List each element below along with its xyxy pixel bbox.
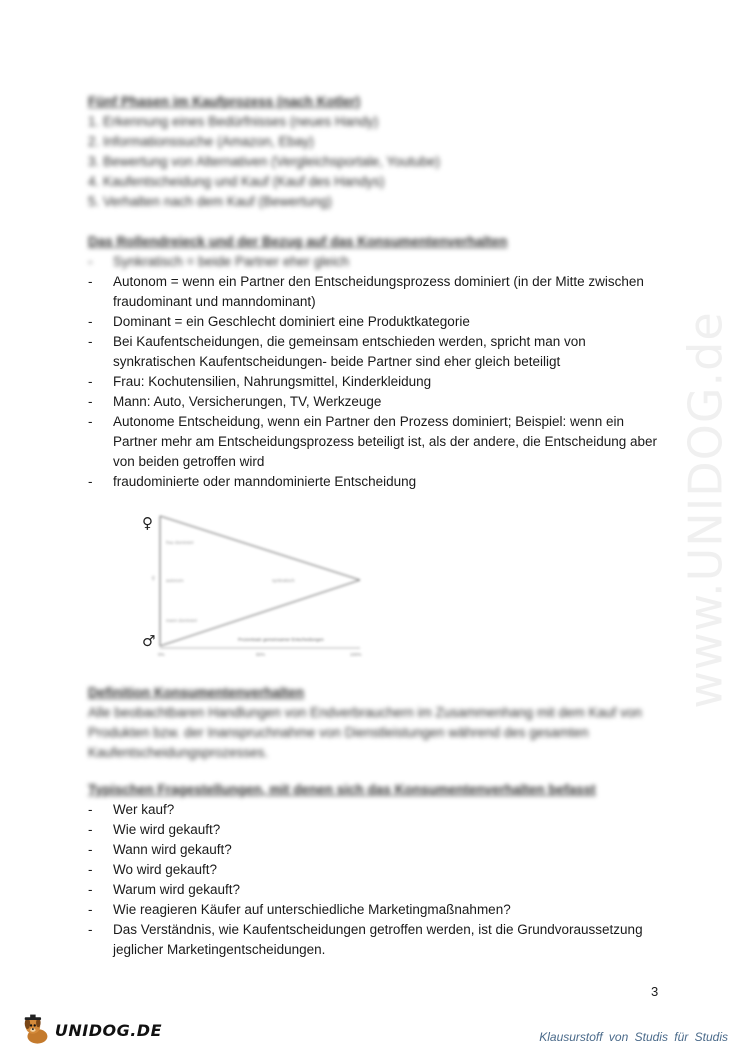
list-dash: - [88, 862, 93, 877]
phase-item: 3. Bewertung von Alternativen (Vergleichsportale, Youtube) [88, 154, 440, 169]
brand-name: UNIDOG.DE [54, 1020, 162, 1040]
list-dash: - [88, 374, 93, 389]
triangle-top-edge [160, 516, 360, 580]
list-item-text: Autonome Entscheidung, wenn ein Partner den Prozess dominiert; Beispiel: wenn ein Partner mehr am Entscheidungsprozess beteiligt ist, als der andere, die Entscheidung aber von beiden getroffen wird [113, 414, 658, 469]
list-item-text: Mann: Auto, Versicherungen, TV, Werkzeuge [113, 394, 382, 409]
unidog-logo[interactable] [22, 1012, 162, 1048]
footer-tagline: Klausurstoff von Studis für Studis [539, 1030, 728, 1044]
watermark-text: www.UNIDOG.de [679, 311, 733, 709]
tick-50: 50% [256, 652, 266, 657]
dog-mascot-icon [22, 1013, 53, 1047]
list-item [88, 800, 668, 820]
female-symbol-icon: ♀ [142, 514, 153, 532]
section-heading: Fünf Phasen im Kaufprozess (nach Kotler) [88, 94, 361, 109]
watermark [676, 285, 736, 735]
label-top: frau dominiert [166, 540, 194, 545]
list-item-text: Warum wird gekauft? [113, 882, 241, 897]
list-item [88, 252, 668, 272]
list-dash: - [88, 842, 93, 857]
list-item [88, 920, 668, 960]
list-dash: - [88, 334, 93, 349]
list-item-text: Wie wird gekauft? [113, 822, 221, 837]
role-triangle-diagram [138, 508, 388, 658]
phase-item: 1. Erkennung eines Bedürfnisses (neues Handy) [88, 114, 379, 129]
list-item [88, 880, 668, 900]
list-dash: - [88, 394, 93, 409]
list-dash: - [88, 902, 93, 917]
list-dash: - [88, 802, 93, 817]
list-dash: - [88, 474, 93, 489]
list-dash: - [88, 882, 93, 897]
list-dash: - [88, 314, 93, 329]
list-item [88, 272, 668, 312]
list-dash: - [88, 414, 93, 429]
list-item [88, 472, 668, 492]
list-item-text: Wie reagieren Käufer auf unterschiedliche Marketingmaßnahmen? [113, 902, 511, 917]
list-item [88, 392, 668, 412]
list-item [88, 372, 668, 392]
definition-line: Alle beobachtbaren Handlungen von Endverbrauchern im Zusammenhang mit dem Kauf von [88, 705, 642, 720]
list-item-text: Frau: Kochutensilien, Nahrungsmittel, Kinderkleidung [113, 374, 432, 389]
phase-item: 2. Informationssuche (Amazon, Ebay) [88, 134, 314, 149]
list-item [88, 840, 668, 860]
list-item-text: Synkratisch = beide Partner eher gleich [113, 254, 350, 269]
section-fragestellungen [88, 780, 668, 960]
list-item-text: Dominant = ein Geschlecht dominiert eine Produktkategorie [113, 314, 470, 329]
definition-line: Kaufentscheidungsprozesses. [88, 745, 269, 760]
list-dash: - [88, 822, 93, 837]
phase-item: 4. Kaufentscheidung und Kauf (Kauf des Handys) [88, 174, 385, 189]
label-bottom: mann dominiert [166, 618, 198, 623]
tick-100: 100% [350, 652, 362, 657]
list-item-text: Wann wird gekauft? [113, 842, 232, 857]
list-item-text: fraudominierte oder manndominierte Entscheidung [113, 474, 417, 489]
list-item-text: Das Verständnis, wie Kaufentscheidungen getroffen werden, ist die Grundvoraussetzung jeglicher Marketingentscheidungen. [113, 922, 643, 957]
definition-line: Produkten bzw. der Inanspruchnahme von Dienstleistungen während des gesamten [88, 725, 589, 740]
section-definition [88, 683, 668, 763]
page-number: 3 [651, 984, 659, 999]
section-heading: Typischen Fragestellungen, mit denen sich das Konsumentenverhalten befasst [88, 782, 596, 797]
list-dash: - [88, 922, 93, 937]
label-mid: autonom [166, 578, 184, 583]
list-item [88, 412, 668, 472]
tick-0: 0% [158, 652, 165, 657]
male-symbol-icon: ♂ [142, 632, 156, 650]
label-right: synkratisch [272, 578, 295, 583]
mid-symbol-icon: ♀ [150, 573, 157, 583]
section-rollendreieck [88, 232, 668, 492]
list-item [88, 900, 668, 920]
phase-item: 5. Verhalten nach dem Kauf (Bewertung) [88, 194, 332, 209]
list-item [88, 820, 668, 840]
list-item-text: Autonom = wenn ein Partner den Entscheidungsprozess dominiert (in der Mitte zwischen fraudominant und manndominant) [113, 274, 644, 309]
list-item [88, 860, 668, 880]
list-item-text: Bei Kaufentscheidungen, die gemeinsam entschieden werden, spricht man von synkratischen Kaufentscheidungen- beide Partner sind eher gleich beteiligt [113, 334, 586, 369]
list-item [88, 312, 668, 332]
list-item-text: Wer kauf? [113, 802, 175, 817]
list-dash: - [88, 254, 93, 269]
list-dash: - [88, 274, 93, 289]
section-kaufprozess [88, 92, 668, 212]
list-item [88, 332, 668, 372]
list-item-text: Wo wird gekauft? [113, 862, 218, 877]
axis-label: Prozentsatz gemeinsamer Entscheidungen [238, 637, 324, 642]
section-heading: Das Rollendreieck und der Bezug auf das Konsumentenverhalten [88, 234, 508, 249]
section-heading: Definition Konsumentenverhalten [88, 685, 305, 700]
